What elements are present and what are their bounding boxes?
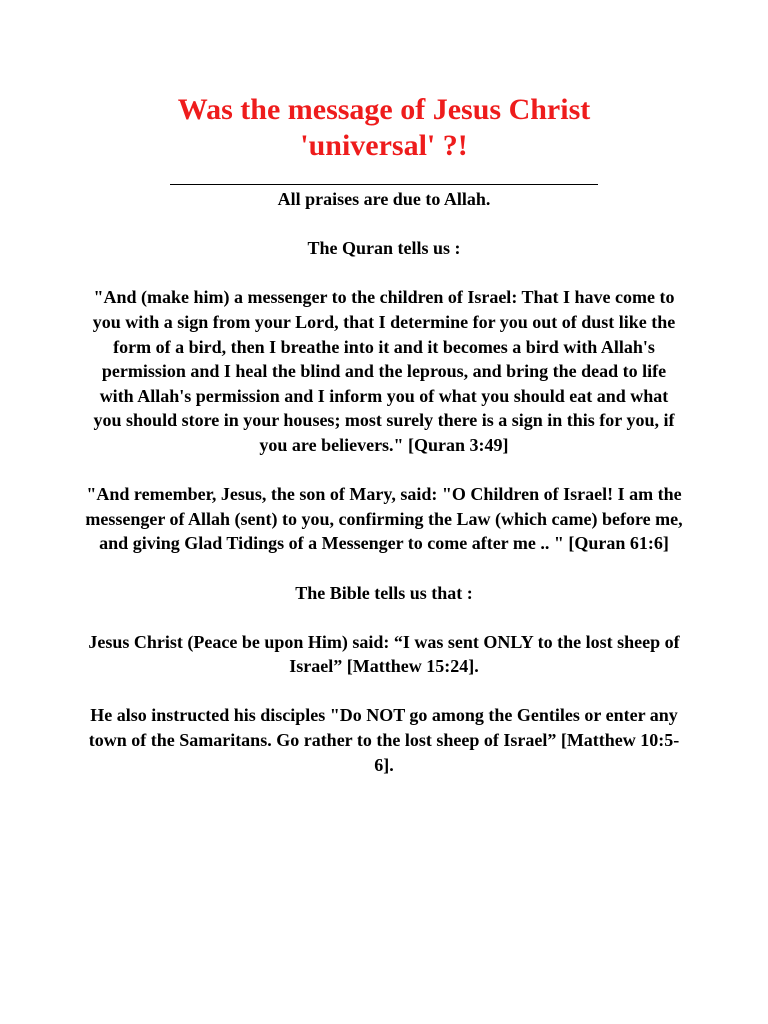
paragraph-bible-intro: The Bible tells us that :: [295, 582, 473, 603]
paragraph-matthew-15-24: Jesus Christ (Peace be upon Him) said: “I was sent ONLY to the lost sheep of Israel” [Matthew 15:24].: [88, 631, 680, 677]
paragraph-quran-3-49: "And (make him) a messenger to the children of Israel: That I have come to you with a sign from your Lord, that I determine for you out of dust like the form of a bird, then I breathe into it and it becomes a bird with Allah's permission and I heal the blind and the leprous, and bring the dead to life with Allah's permission and I inform you of what you should eat and what you should store in your houses; most surely there is a sign in this for you, if you are believers." [Quran 3:49]: [92, 287, 676, 455]
paragraph-matthew-10-5: He also instructed his disciples "Do NOT go among the Gentiles or enter any town of the Samaritans. Go rather to the lost sheep of Israel” [Matthew 10:5-6].: [88, 705, 680, 775]
paragraph-quran-61-6: "And remember, Jesus, the son of Mary, said: "O Children of Israel! I am the messenger of Allah (sent) to you, confirming the Law (which came) before me, and giving Glad Tidings of a Messenger to come after me .. " [Quran 61:6]: [85, 484, 683, 554]
document-body: [84, 187, 684, 802]
document-title: [84, 92, 684, 164]
paragraph-quran-intro: The Quran tells us :: [307, 238, 461, 259]
paragraph-praise: All praises are due to Allah.: [277, 189, 491, 209]
title-divider: [170, 184, 598, 185]
title-line-1: Was the message of Jesus Christ: [177, 93, 591, 126]
title-line-2: 'universal' ?!: [300, 129, 468, 162]
